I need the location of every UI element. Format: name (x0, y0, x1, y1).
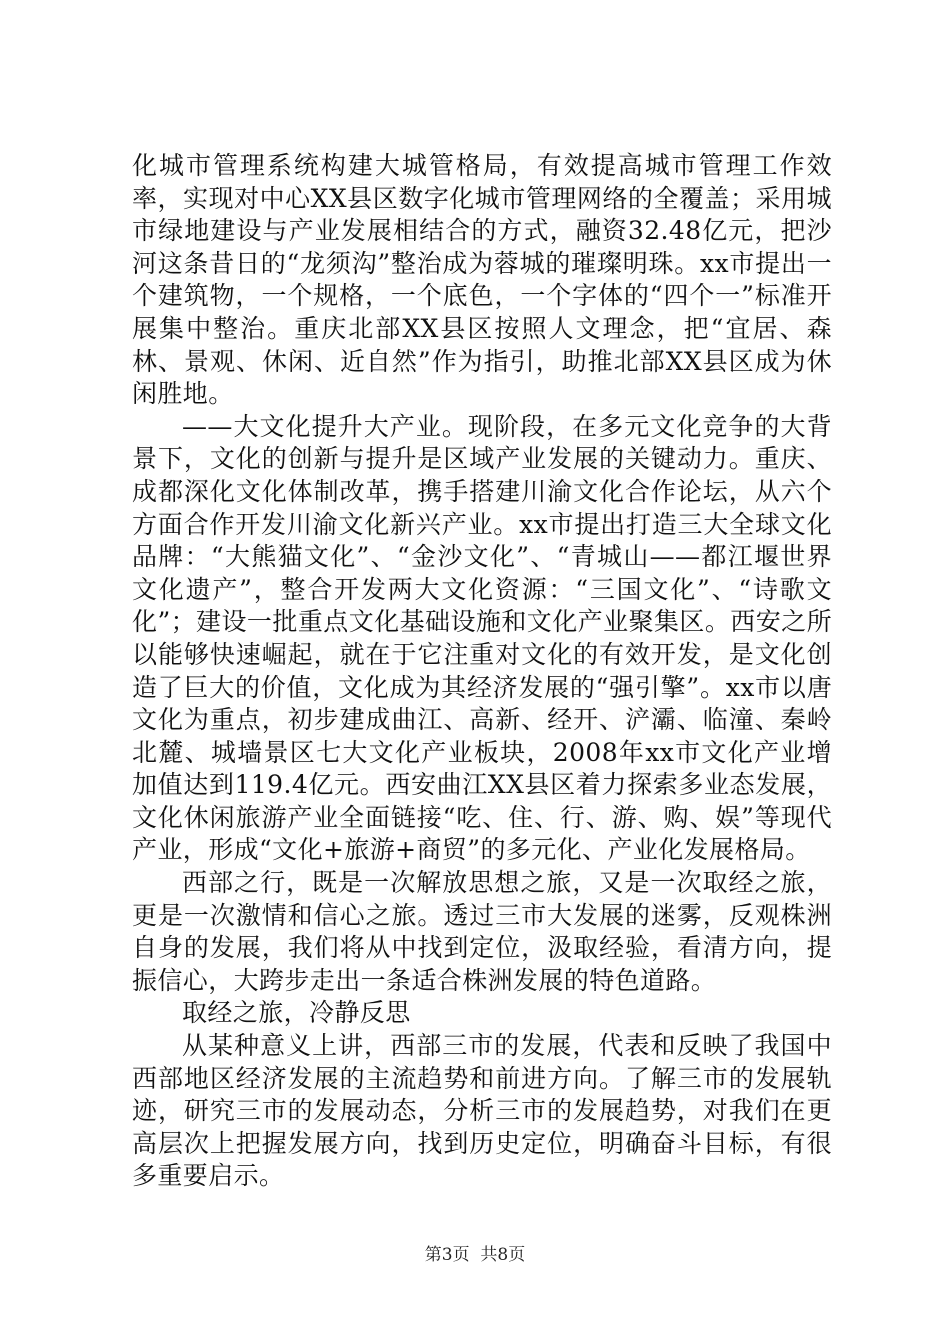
paragraph-culture-industry: ——大文化提升大产业。现阶段，在多元文化竞争的大背景下，文化的创新与提升是区域产业发展的关键动力。重庆、成都深化文化体制改革，携手搭建川渝文化合作论坛，从六个方面合作开发川渝文化新兴产业。xx市提出打造三大全球文化品牌：“大熊猫文化”、“金沙文化”、“青城山——都江堰世界文化遗产”，整合开发两大文化资源：“三国文化”、“诗歌文化”；建设一批重点文化基础设施和文化产业聚集区。西安之所以能够快速崛起，就在于它注重对文化的有效开发，是文化创造了巨大的价值，文化成为其经济发展的“强引擎”。xx市以唐文化为重点，初步建成曲江、高新、经开、浐灞、临潼、秦岭北麓、城墙景区七大文化产业板块，2008年xx市文化产业增加值达到119.4亿元。西安曲江XX县区着力探索多业态发展，文化休闲旅游产业全面链接“吃、住、行、游、购、娱”等现代产业，形成“文化+旅游+商贸”的多元化、产业化发展格局。 (132, 411, 832, 865)
paragraph-continued: 化城市管理系统构建大城管格局，有效提高城市管理工作效率，实现对中心XX县区数字化城市管理网络的全覆盖；采用城市绿地建设与产业发展相结合的方式，融资32.48亿元，把沙河这条昔日的“龙须沟”整治成为蓉城的璀璨明珠。xx市提出一个建筑物，一个规格，一个底色，一个字体的“四个一”标准开展集中整治。重庆北部XX县区按照人文理念，把“宜居、森林、景观、休闲、近自然”作为指引，助推北部XX县区成为休闲胜地。 (132, 151, 832, 409)
paragraph-reflection: 从某种意义上讲，西部三市的发展，代表和反映了我国中西部地区经济发展的主流趋势和前进方向。了解三市的发展轨迹，研究三市的发展动态，分析三市的发展趋势，对我们在更高层次上把握发展方向，找到历史定位，明确奋斗目标，有很多重要启示。 (132, 1031, 832, 1191)
section-heading: 取经之旅，冷静反思 (182, 998, 411, 1028)
document-body (132, 150, 832, 1193)
paragraph-west-trip: 西部之行，既是一次解放思想之旅，又是一次取经之旅，更是一次激情和信心之旅。透过三市大发展的迷雾，反观株洲自身的发展，我们将从中找到定位，汲取经验，看清方向，提振信心，大跨步走出一条适合株洲发展的特色道路。 (132, 868, 832, 995)
page-number: 第3页 共8页 (424, 1245, 526, 1265)
page-footer (0, 1240, 950, 1265)
